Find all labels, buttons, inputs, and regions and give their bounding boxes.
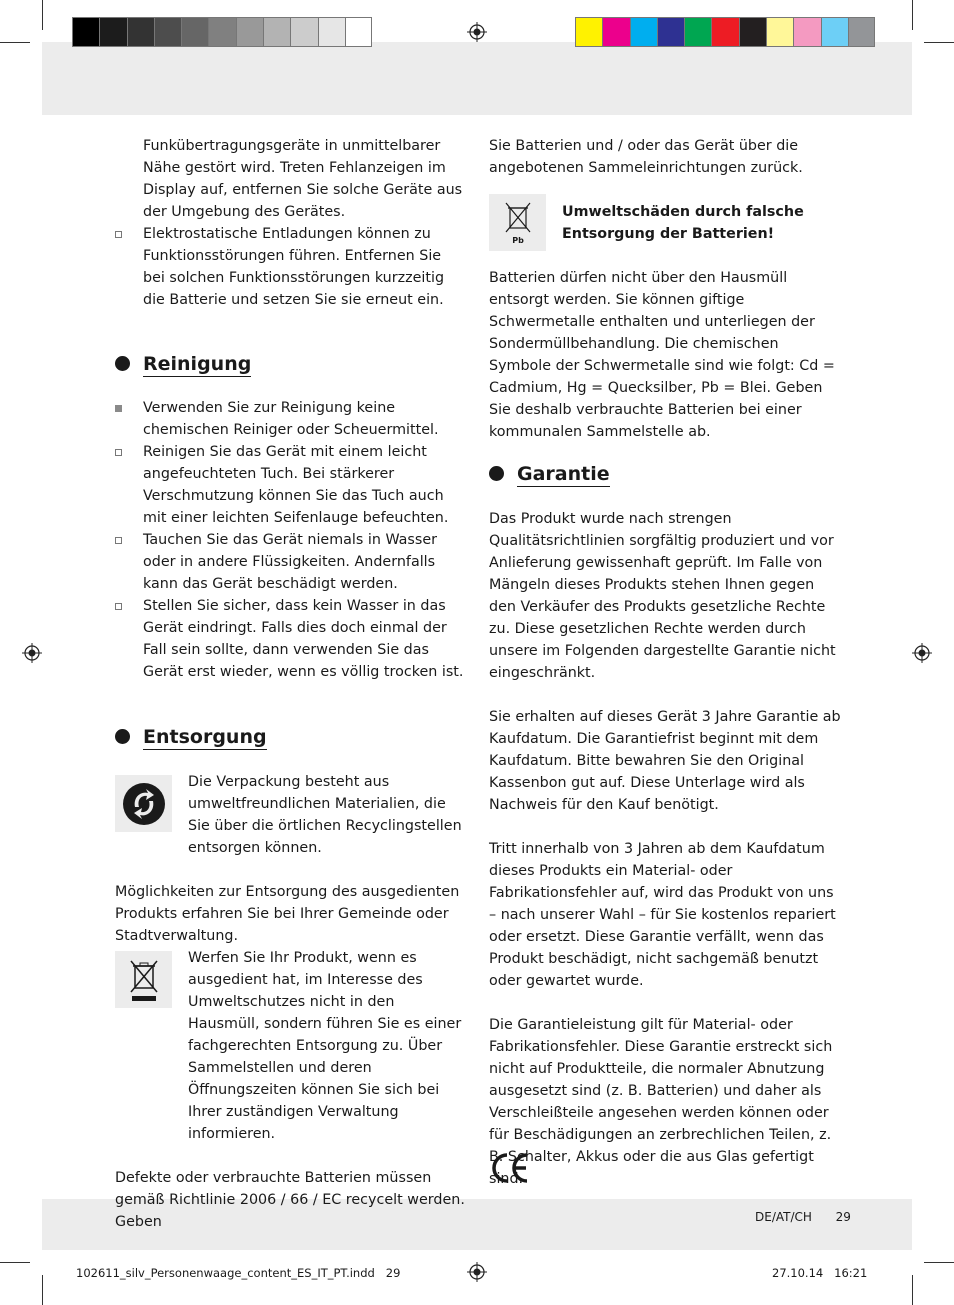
registration-mark-icon <box>467 22 487 42</box>
grayscale-swatch-strip <box>72 17 372 47</box>
color-swatch <box>575 17 602 47</box>
color-swatch <box>318 17 345 47</box>
heading-dot-icon <box>115 356 130 371</box>
color-swatch <box>602 17 629 47</box>
warning-body <box>489 267 841 443</box>
garantie-paragraph: Das Produkt wurde nach strengen Qualitätsrichtlinien sorgfältig produziert und vor Anlieferung gewissenhaft geprüft. Im Falle von Mängeln dieses Produkts stehen Ihnen gegen den Verkäufer des Produkts gesetzliche Rechte zu. Diese gesetzlichen Rechte werden durch unsere im Folgenden dargestellte Garantie nicht eingeschränkt. <box>489 511 836 681</box>
print-date: 27.10.14 16:21 <box>772 1266 868 1280</box>
bullet-square-icon <box>115 449 122 456</box>
bullet-square-icon <box>115 231 122 238</box>
garantie-paragraph: Tritt innerhalb von 3 Jahren ab dem Kaufdatum dieses Produkts ein Material- oder Fabrikationsfehler auf, wird das Produkt von uns – nach unserer Wahl – für Sie kostenlos repariert oder ersetzt. Diese Garantie verfällt, wenn das Produkt beschädigt, nicht sachgemäß benutzt oder gewartet wurde. <box>489 841 836 989</box>
header-band <box>42 42 912 115</box>
right-column <box>489 135 841 179</box>
color-swatch <box>711 17 738 47</box>
battery-bin-icon <box>489 194 546 251</box>
bullet-square-icon <box>115 603 122 610</box>
color-swatch <box>793 17 820 47</box>
garantie-paragraph: Sie erhalten auf dieses Gerät 3 Jahre Garantie ab Kaufdatum. Die Garantiefrist beginnt mit dem Kaufdatum. Bitte bewahren Sie den Original Kassenbon gut auf. Diese Unterlage wird als Nachweis für den Kauf benötigt. <box>489 709 841 813</box>
color-swatch <box>345 17 372 47</box>
crop-mark <box>924 1262 954 1263</box>
language-code: DE/AT/CH <box>755 1210 812 1224</box>
bullet-square-icon <box>115 537 122 544</box>
heading-dot-icon <box>489 466 504 481</box>
section-heading: Reinigung <box>115 351 467 377</box>
battery-directive-text: Defekte oder verbrauchte Batterien müssen gemäß Richtlinie 2006 / 66 / EC recycelt werden. Geben <box>115 1170 465 1230</box>
battery-return-text: Sie Batterien und / oder das Gerät über die angebotenen Sammeleinrichtungen zurück. <box>489 138 803 176</box>
page-number: 29 <box>835 1210 851 1224</box>
registration-mark-icon <box>467 1262 487 1282</box>
disposal-options-text: Möglichkeiten zur Entsorgung des ausgedienten Produkts erfahren Sie bei Ihrer Gemeinde oder Stadtverwaltung. <box>115 884 460 944</box>
color-swatch <box>290 17 317 47</box>
color-swatch <box>263 17 290 47</box>
packaging-text: Die Verpackung besteht aus umweltfreundlichen Materialien, die Sie über die örtlichen Recyclingstellen entsorgen können. <box>188 774 462 856</box>
garantie-paragraph: Die Garantieleistung gilt für Material- oder Fabrikationsfehler. Diese Garantie erstreckt sich nicht auf Produktteile, die normaler Abnutzung ausgesetzt sind (z. B. Batterien) und daher als Verschleißteile angesehen werden können oder für Beschädigungen an zerbrechlichen Teilen, z. B. Schalter, Akkus oder die aus Glas gefertigt sind. <box>489 1017 833 1187</box>
list-item: Elektrostatische Entladungen können zu Funktionsstörungen führen. Entfernen Sie bei solchen Funktionsstörungen kurzzeitig die Batterie und setzen Sie sie erneut ein. <box>115 223 467 311</box>
color-swatch <box>848 17 875 47</box>
packaging-block <box>115 771 467 947</box>
registration-mark-icon <box>912 643 932 663</box>
crop-mark <box>912 1275 913 1305</box>
list-item: Reinigen Sie das Gerät mit einem leicht angefeuchteten Tuch. Bei stärkerer Verschmutzung können Sie das Tuch auch mit einer leichten Seifenlauge befeuchten. <box>115 441 467 529</box>
color-swatch <box>684 17 711 47</box>
color-swatch <box>739 17 766 47</box>
intro-text: Funkübertragungsgeräte in unmittelbarer Nähe gestört wird. Treten Fehlanzeigen im Display auf, entfernen Sie solche Geräte aus der Umgebung des Gerätes. <box>143 138 463 220</box>
list-item: Stellen Sie sicher, dass kein Wasser in das Gerät eindringt. Falls dies doch einmal der Fall sein sollte, dann verwenden Sie das Gerät erst wieder, wenn es völlig trocken ist. <box>115 595 467 683</box>
color-swatch-strip <box>575 17 875 47</box>
warning-text: Batterien dürfen nicht über den Hausmüll entsorgt werden. Sie können giftige Schwermetalle enthalten und unterliegen der Sondermüllbehandlung. Die chemischen Symbole der Schwermetalle sind wie folgt: Cd = Cadmium, Hg = Quecksilber, Pb = Blei. Geben Sie deshalb verbrauchte Batterien bei einer kommunalen Sammelstelle ab. <box>489 270 835 440</box>
left-column <box>115 135 467 311</box>
heading-dot-icon <box>115 729 130 744</box>
color-swatch <box>821 17 848 47</box>
crop-mark <box>0 1262 30 1263</box>
color-swatch <box>154 17 181 47</box>
section-garantie <box>489 461 841 1190</box>
color-swatch <box>657 17 684 47</box>
section-heading: Garantie <box>489 461 841 487</box>
product-disposal-text: Werfen Sie Ihr Produkt, wenn es ausgedient hat, im Interesse des Umweltschutzes nicht in den Hausmüll, sondern führen Sie es einer fachgerechten Entsorgung zu. Über Sammelstellen und deren Öffnungszeiten können Sie sich bei Ihrer zuständigen Verwaltung informieren. <box>188 950 462 1142</box>
crop-mark <box>924 42 954 43</box>
color-swatch <box>181 17 208 47</box>
crop-mark <box>0 42 30 43</box>
warning-block <box>562 201 842 245</box>
color-swatch <box>630 17 657 47</box>
ce-mark-icon <box>489 1151 531 1185</box>
crop-mark <box>42 0 43 30</box>
crop-mark <box>42 1275 43 1305</box>
color-swatch <box>236 17 263 47</box>
color-swatch <box>208 17 235 47</box>
registration-mark-icon <box>22 643 42 663</box>
crop-mark <box>912 0 913 30</box>
warning-title: Umweltschäden durch falsche Entsorgung der Batterien! <box>562 204 804 242</box>
section-heading: Entsorgung <box>115 724 467 750</box>
color-swatch <box>127 17 154 47</box>
color-swatch <box>766 17 793 47</box>
svg-text:Pb: Pb <box>511 235 524 245</box>
color-swatch <box>72 17 99 47</box>
section-entsorgung <box>115 724 467 750</box>
list-item: Verwenden Sie zur Reinigung keine chemischen Reiniger oder Scheuermittel. <box>115 397 467 441</box>
list-item: Tauchen Sie das Gerät niemals in Wasser oder in andere Flüssigkeiten. Andernfalls kann das Gerät beschädigt werden. <box>115 529 467 595</box>
file-info: 102611_silv_Personenwaage_content_ES_IT_PT.indd 29 <box>76 1266 401 1280</box>
color-swatch <box>99 17 126 47</box>
product-disposal-block <box>115 947 467 1233</box>
section-reinigung <box>115 351 467 683</box>
page-footer <box>755 1210 851 1224</box>
bullet-square-icon <box>115 405 122 412</box>
